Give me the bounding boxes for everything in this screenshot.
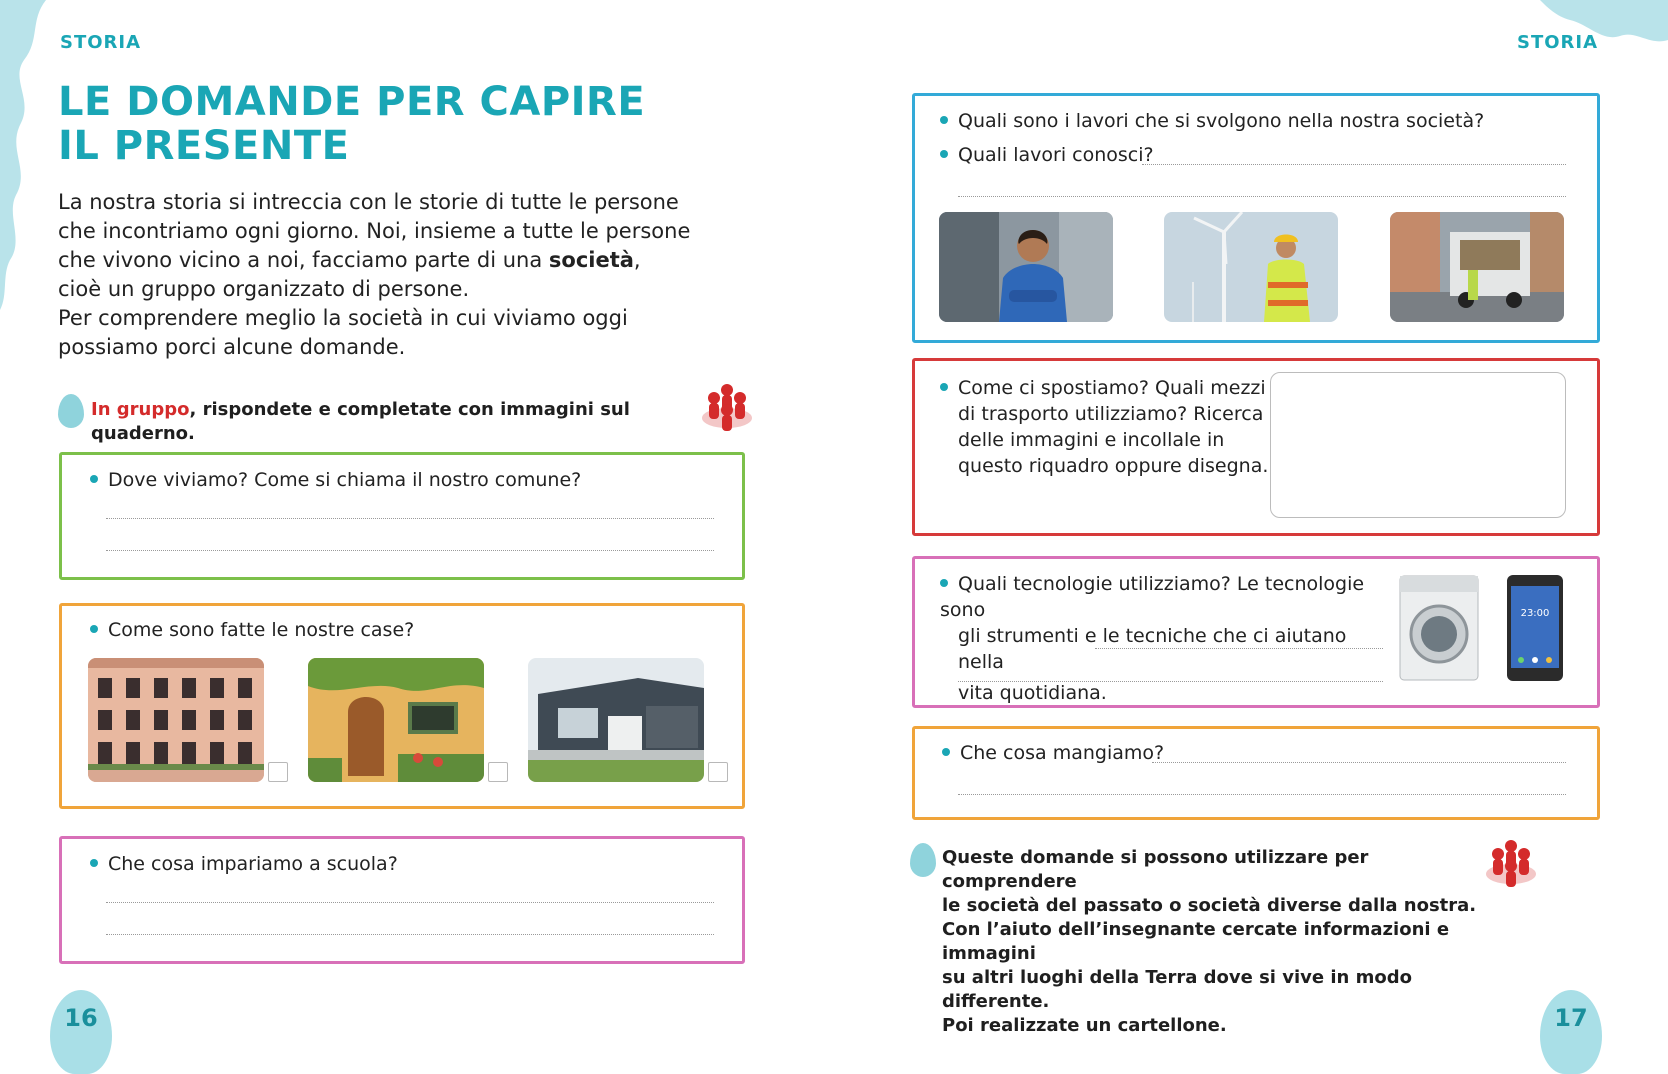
instruction-line: le società del passato o società diverse dalla nostra. <box>942 895 1477 916</box>
instruction-line: Poi realizzate un cartellone. <box>942 1015 1227 1036</box>
answer-line[interactable] <box>106 518 714 519</box>
nurse-photo <box>939 212 1113 322</box>
answer-line[interactable] <box>106 550 714 551</box>
bullet-icon <box>942 748 950 756</box>
question-scuola <box>90 851 398 877</box>
bullet-icon <box>90 475 98 483</box>
intro-text: che vivono vicino a noi, facciamo parte di una <box>58 248 549 272</box>
wind-engineer-photo <box>1164 212 1338 322</box>
drop-marker-icon <box>58 394 84 428</box>
question-text: Che cosa impariamo a scuola? <box>108 853 398 875</box>
bullet-icon <box>90 859 98 867</box>
phone-clock: 23:00 <box>1520 608 1550 619</box>
intro-paragraph <box>58 188 698 362</box>
garbage-truck-photo <box>1390 212 1564 322</box>
group-people-icon <box>700 380 754 434</box>
checkbox-house-1[interactable] <box>268 762 288 782</box>
question-text: Quali sono i lavori che si svolgono nella nostra società? <box>958 110 1485 132</box>
group-people-icon <box>1484 836 1538 890</box>
checkbox-house-2[interactable] <box>488 762 508 782</box>
final-instruction <box>942 846 1502 1038</box>
answer-line[interactable] <box>106 902 714 903</box>
answer-line[interactable] <box>958 681 1383 682</box>
page-title <box>58 80 698 168</box>
page-number-left: 16 <box>50 990 112 1074</box>
question-line: delle immagini e incollale in <box>958 429 1225 451</box>
intro-bold-term: società <box>548 248 634 272</box>
section-label-right: STORIA <box>1517 32 1599 53</box>
answer-line[interactable] <box>1152 762 1566 763</box>
question-text: Dove viviamo? Come si chiama il nostro comune? <box>108 469 582 491</box>
question-cibo <box>942 740 1164 766</box>
drawing-area[interactable] <box>1270 372 1566 518</box>
question-line <box>940 375 1270 401</box>
rustic-house-photo <box>308 658 484 782</box>
section-label-left: STORIA <box>60 32 142 53</box>
answer-line[interactable] <box>1142 164 1566 165</box>
washing-machine-icon <box>1398 572 1482 684</box>
question-comune <box>90 467 581 493</box>
question-line: questo riquadro oppure disegna. <box>958 455 1269 477</box>
question-case <box>90 617 414 643</box>
question-line <box>940 571 1380 623</box>
answer-line[interactable] <box>1095 648 1383 649</box>
intro-text: , <box>633 248 641 272</box>
title-line-2: IL PRESENTE <box>58 123 350 169</box>
question-line: gli strumenti e le tecniche che ci aiutano nella <box>958 625 1347 673</box>
title-line-1: LE DOMANDE PER CAPIRE <box>58 79 646 125</box>
question-text: Come sono fatte le nostre case? <box>108 619 415 641</box>
answer-line[interactable] <box>106 934 714 935</box>
instruction-line: su altri luoghi della Terra dove si vive in modo differente. <box>942 967 1412 1012</box>
drop-marker-icon <box>910 843 936 877</box>
modern-house-photo <box>528 658 704 782</box>
intro-line: cioè un gruppo organizzato di persone. <box>58 277 470 301</box>
intro-line <box>58 246 698 275</box>
page-number-right: 17 <box>1540 990 1602 1074</box>
smartphone-icon <box>1506 574 1564 682</box>
answer-line[interactable] <box>958 794 1566 795</box>
question-text: Quali tecnologie utilizziamo? Le tecnologie sono <box>940 573 1365 621</box>
question-tecnologie <box>940 571 1380 706</box>
instruction-line: Queste domande si possono utilizzare per comprendere <box>942 847 1369 892</box>
group-instruction <box>91 398 691 446</box>
intro-line: Per comprendere meglio la società in cui viviamo oggi <box>58 306 628 330</box>
question-line: di trasporto utilizziamo? Ricerca <box>958 403 1264 425</box>
intro-line: possiamo porci alcune domande. <box>58 335 406 359</box>
bullet-icon <box>940 383 948 391</box>
question-text: Come ci spostiamo? Quali mezzi <box>958 377 1266 399</box>
answer-line[interactable] <box>958 196 1566 197</box>
apartment-building-photo <box>88 658 264 782</box>
intro-line: che incontriamo ogni giorno. Noi, insieme a tutte le persone <box>58 219 691 243</box>
question-trasporti <box>940 375 1270 479</box>
question-text: Quali lavori conosci? <box>958 144 1154 166</box>
question-line: vita quotidiana. <box>958 682 1107 704</box>
bullet-icon <box>940 116 948 124</box>
instruction-line: Con l’aiuto dell’insegnante cercate informazioni e immagini <box>942 919 1450 964</box>
question-lavori-1 <box>940 108 1484 134</box>
bullet-icon <box>940 150 948 158</box>
intro-line: La nostra storia si intreccia con le storie di tutte le persone <box>58 190 679 214</box>
left-edge-decoration <box>0 0 50 320</box>
bullet-icon <box>90 625 98 633</box>
bullet-icon <box>940 579 948 587</box>
instruction-highlight: In gruppo <box>91 399 190 420</box>
question-lavori-2 <box>940 142 1154 168</box>
checkbox-house-3[interactable] <box>708 762 728 782</box>
instruction-text: , rispondete e completate con immagini sul quaderno. <box>91 399 630 444</box>
question-text: Che cosa mangiamo? <box>960 742 1165 764</box>
